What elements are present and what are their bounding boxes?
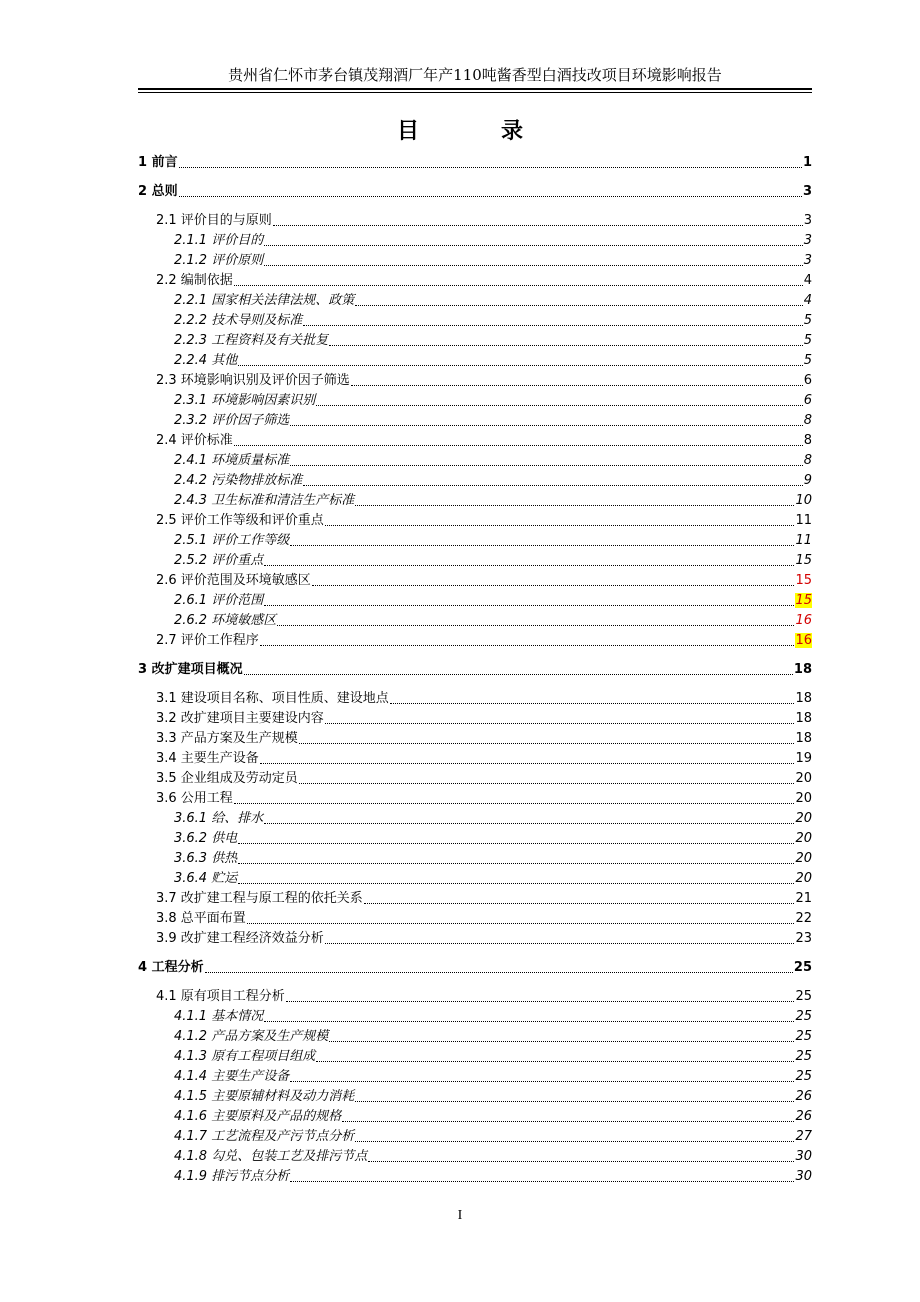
toc-entry-label: 2 总则 [138, 184, 178, 199]
toc-entry-label: 3.6.3 供热 [174, 851, 238, 866]
toc-dot-leader [179, 166, 802, 168]
toc-dot-leader [264, 264, 803, 266]
toc-entry-label: 2.5.2 评价重点 [174, 553, 264, 568]
toc-entry-label: 3.5 企业组成及劳动定员 [156, 771, 298, 786]
toc-dot-leader [290, 544, 794, 546]
toc-dot-leader [290, 1080, 794, 1082]
toc-entry-level-2[interactable] [138, 726, 812, 746]
toc-entry-page-number: 5 [803, 353, 812, 368]
toc-entry-page-number: 26 [795, 1109, 812, 1124]
toc-entry-level-2[interactable] [138, 706, 812, 726]
toc-entry-level-3[interactable] [138, 288, 812, 308]
toc-entry-page-number: 16 [795, 613, 812, 628]
toc-heading: 目 录 [396, 119, 553, 144]
toc-entry-label: 2.6 评价范围及环境敏感区 [156, 573, 311, 588]
toc-entry-level-2[interactable] [138, 508, 812, 528]
toc-entry-level-3[interactable] [138, 388, 812, 408]
toc-entry-level-2[interactable] [138, 568, 812, 588]
toc-entry-page-number: 16 [795, 633, 812, 648]
toc-spacer [138, 975, 812, 984]
toc-entry-label: 4.1.6 主要原料及产品的规格 [174, 1109, 342, 1124]
toc-entry-label: 2.4.3 卫生标准和清洁生产标准 [174, 493, 355, 508]
toc-entry-label: 3.6 公用工程 [156, 791, 233, 806]
toc-entry-label: 2.2 编制依据 [156, 273, 233, 288]
toc-entry-level-3[interactable] [138, 548, 812, 568]
toc-entry-level-2[interactable] [138, 428, 812, 448]
toc-entry-level-3[interactable] [138, 348, 812, 368]
toc-entry-page-number: 20 [795, 771, 812, 786]
toc-dot-leader [277, 624, 794, 626]
toc-dot-leader [238, 882, 794, 884]
toc-entry-level-3[interactable] [138, 528, 812, 548]
toc-entry-level-2[interactable] [138, 368, 812, 388]
toc-entry-label: 2.2.2 技术导则及标准 [174, 313, 303, 328]
toc-entry-label: 2.6.2 环境敏感区 [174, 613, 277, 628]
toc-entry-level-3[interactable] [138, 488, 812, 508]
toc-entry-level-2[interactable] [138, 786, 812, 806]
toc-entry-label: 2.4 评价标准 [156, 433, 233, 448]
toc-entry-level-3[interactable] [138, 248, 812, 268]
toc-dot-leader [273, 224, 803, 226]
toc-dot-leader [247, 922, 795, 924]
toc-entry-level-2[interactable] [138, 746, 812, 766]
toc-entry-level-3[interactable] [138, 408, 812, 428]
toc-entry-page-number: 6 [803, 373, 812, 388]
toc-entry-level-3[interactable] [138, 1084, 812, 1104]
toc-entry-label: 4.1.2 产品方案及生产规模 [174, 1029, 329, 1044]
toc-entry-level-3[interactable] [138, 608, 812, 628]
toc-entry-level-3[interactable] [138, 1004, 812, 1024]
toc-entry-level-3[interactable] [138, 1044, 812, 1064]
toc-entry-page-number: 11 [795, 533, 812, 548]
toc-entry-page-number: 22 [795, 911, 812, 926]
toc-dot-leader [316, 1060, 794, 1062]
toc-entry-label: 3 改扩建项目概况 [138, 662, 243, 677]
toc-entry-page-number: 18 [795, 731, 812, 746]
toc-entry-label: 3.6.1 给、排水 [174, 811, 264, 826]
toc-entry-level-3[interactable] [138, 1064, 812, 1084]
toc-entry-page-number: 1 [802, 155, 812, 170]
toc-entry-level-2[interactable] [138, 268, 812, 288]
toc-dot-leader [238, 862, 794, 864]
toc-dot-leader [325, 524, 795, 526]
toc-entry-page-number: 19 [795, 751, 812, 766]
toc-dot-leader [355, 1140, 794, 1142]
toc-entry-level-3[interactable] [138, 866, 812, 886]
toc-dot-leader [264, 564, 794, 566]
toc-entry-page-number: 20 [795, 791, 812, 806]
toc-entry-level-2[interactable] [138, 886, 812, 906]
toc-entry-page-number: 20 [795, 831, 812, 846]
toc-spacer [138, 677, 812, 686]
toc-entry-label: 3.1 建设项目名称、项目性质、建设地点 [156, 691, 389, 706]
toc-entry-level-3[interactable] [138, 1124, 812, 1144]
toc-dot-leader [355, 504, 794, 506]
toc-entry-page-number: 9 [803, 473, 812, 488]
toc-entry-level-2[interactable] [138, 208, 812, 228]
toc-entry-label: 2.1 评价目的与原则 [156, 213, 272, 228]
toc-dot-leader [179, 195, 802, 197]
toc-entry-page-number: 18 [793, 662, 812, 677]
toc-dot-leader [264, 1020, 794, 1022]
toc-dot-leader [316, 404, 803, 406]
toc-entry-page-number: 23 [795, 931, 812, 946]
toc-dot-leader [325, 722, 795, 724]
toc-entry-page-number: 27 [795, 1129, 812, 1144]
toc-entry-label: 3.4 主要生产设备 [156, 751, 259, 766]
header-rule-thick [138, 88, 812, 90]
toc-entry-label: 2.5 评价工作等级和评价重点 [156, 513, 324, 528]
toc-entry-page-number: 15 [795, 573, 812, 588]
toc-dot-leader [290, 424, 803, 426]
toc-entry-level-1[interactable] [138, 955, 812, 975]
toc-entry-level-3[interactable] [138, 1104, 812, 1124]
toc-entry-level-2[interactable] [138, 906, 812, 926]
toc-dot-leader [234, 444, 803, 446]
toc-entry-label: 4.1.5 主要原辅材料及动力消耗 [174, 1089, 355, 1104]
toc-entry-label: 2.2.4 其他 [174, 353, 238, 368]
toc-dot-leader [286, 1000, 795, 1002]
toc-entry-page-number: 26 [795, 1089, 812, 1104]
toc-entry-label: 3.8 总平面布置 [156, 911, 246, 926]
toc-dot-leader [351, 384, 803, 386]
toc-spacer [138, 170, 812, 179]
toc-dot-leader [238, 842, 794, 844]
toc-entry-label: 2.7 评价工作程序 [156, 633, 259, 648]
toc-entry-page-number: 8 [803, 413, 812, 428]
toc-entry-page-number: 21 [795, 891, 812, 906]
toc-entry-label: 3.2 改扩建项目主要建设内容 [156, 711, 324, 726]
toc-dot-leader [390, 702, 795, 704]
toc-entry-level-3[interactable] [138, 468, 812, 488]
toc-entry-page-number: 20 [795, 851, 812, 866]
toc-dot-leader [264, 244, 803, 246]
toc-entry-page-number: 3 [803, 213, 812, 228]
toc-entry-page-number: 25 [795, 1069, 812, 1084]
toc-dot-leader [238, 364, 803, 366]
toc-dot-leader [260, 762, 795, 764]
toc-dot-leader [312, 584, 795, 586]
toc-entry-label: 3.7 改扩建工程与原工程的依托关系 [156, 891, 363, 906]
toc-entry-label: 4.1.1 基本情况 [174, 1009, 264, 1024]
toc-entry-label: 2.3.2 评价因子筛选 [174, 413, 290, 428]
toc-entry-level-3[interactable] [138, 228, 812, 248]
toc-entry-label: 2.3 环境影响识别及评价因子筛选 [156, 373, 350, 388]
toc-entry-page-number: 3 [803, 233, 812, 248]
toc-dot-leader [303, 324, 803, 326]
header-rule-thin [138, 92, 812, 93]
toc-dot-leader [264, 822, 794, 824]
toc-entry-level-3[interactable] [138, 1164, 812, 1184]
toc-dot-leader [205, 971, 793, 973]
toc-entry-page-number: 4 [803, 293, 812, 308]
toc-entry-label: 2.2.3 工程资料及有关批复 [174, 333, 329, 348]
toc-entry-page-number: 18 [795, 691, 812, 706]
toc-entry-label: 2.1.1 评价目的 [174, 233, 264, 248]
toc-entry-page-number: 20 [795, 811, 812, 826]
toc-dot-leader [290, 464, 803, 466]
toc-entry-page-number: 5 [803, 333, 812, 348]
toc-entry-label: 2.6.1 评价范围 [174, 593, 264, 608]
toc-dot-leader [364, 902, 795, 904]
toc-dot-leader [355, 304, 803, 306]
toc-dot-leader [244, 673, 793, 675]
toc-entry-level-1[interactable] [138, 657, 812, 677]
toc-dot-leader [260, 644, 795, 646]
toc-dot-leader [299, 742, 795, 744]
toc-entry-page-number: 10 [795, 493, 812, 508]
toc-entry-label: 2.5.1 评价工作等级 [174, 533, 290, 548]
toc-entry-label: 4.1 原有项目工程分析 [156, 989, 285, 1004]
toc-dot-leader [234, 802, 795, 804]
toc-entry-level-3[interactable] [138, 1144, 812, 1164]
toc-entry-page-number: 11 [795, 513, 812, 528]
page-number: I [457, 1208, 463, 1223]
toc-entry-page-number: 15 [795, 593, 812, 608]
table-of-contents [138, 150, 812, 1184]
toc-entry-level-3[interactable] [138, 448, 812, 468]
toc-entry-page-number: 25 [795, 1009, 812, 1024]
toc-entry-page-number: 30 [795, 1169, 812, 1184]
toc-entry-label: 4.1.7 工艺流程及产污节点分析 [174, 1129, 355, 1144]
toc-entry-page-number: 30 [795, 1149, 812, 1164]
toc-dot-leader [342, 1120, 794, 1122]
toc-dot-leader [234, 284, 803, 286]
toc-entry-label: 3.6.2 供电 [174, 831, 238, 846]
toc-spacer [138, 199, 812, 208]
toc-entry-label: 2.4.2 污染物排放标准 [174, 473, 303, 488]
toc-entry-label: 2.2.1 国家相关法律法规、政策 [174, 293, 355, 308]
toc-entry-label: 4.1.8 勾兑、包装工艺及排污节点 [174, 1149, 368, 1164]
toc-dot-leader [325, 942, 795, 944]
toc-entry-level-3[interactable] [138, 588, 812, 608]
toc-dot-leader [329, 344, 803, 346]
toc-entry-level-2[interactable] [138, 926, 812, 946]
page-header-title: 贵州省仁怀市茅台镇茂翔酒厂年产110吨酱香型白酒技改项目环境影响报告 [228, 66, 722, 84]
toc-entry-label: 4.1.3 原有工程项目组成 [174, 1049, 316, 1064]
toc-entry-level-3[interactable] [138, 308, 812, 328]
toc-entry-level-3[interactable] [138, 826, 812, 846]
toc-entry-page-number: 3 [802, 184, 812, 199]
toc-dot-leader [355, 1100, 794, 1102]
toc-entry-level-3[interactable] [138, 1024, 812, 1044]
toc-entry-page-number: 8 [803, 453, 812, 468]
toc-entry-level-1[interactable] [138, 150, 812, 170]
toc-entry-level-3[interactable] [138, 328, 812, 348]
toc-entry-label: 3.6.4 贮运 [174, 871, 238, 886]
toc-dot-leader [329, 1040, 794, 1042]
toc-entry-label: 4 工程分析 [138, 960, 204, 975]
toc-entry-label: 2.4.1 环境质量标准 [174, 453, 290, 468]
toc-entry-page-number: 20 [795, 871, 812, 886]
toc-entry-label: 1 前言 [138, 155, 178, 170]
toc-dot-leader [299, 782, 795, 784]
toc-entry-label: 4.1.9 排污节点分析 [174, 1169, 290, 1184]
toc-entry-page-number: 18 [795, 711, 812, 726]
toc-entry-level-2[interactable] [138, 766, 812, 786]
toc-entry-page-number: 25 [793, 960, 812, 975]
toc-entry-page-number: 25 [795, 989, 812, 1004]
toc-entry-level-2[interactable] [138, 686, 812, 706]
toc-entry-page-number: 25 [795, 1029, 812, 1044]
toc-entry-page-number: 4 [803, 273, 812, 288]
toc-dot-leader [368, 1160, 794, 1162]
toc-entry-level-2[interactable] [138, 628, 812, 648]
toc-entry-label: 3.9 改扩建工程经济效益分析 [156, 931, 324, 946]
toc-entry-page-number: 6 [803, 393, 812, 408]
toc-entry-level-1[interactable] [138, 179, 812, 199]
toc-dot-leader [290, 1180, 794, 1182]
toc-dot-leader [303, 484, 803, 486]
toc-entry-level-3[interactable] [138, 806, 812, 826]
toc-entry-page-number: 15 [795, 553, 812, 568]
toc-entry-page-number: 8 [803, 433, 812, 448]
toc-entry-label: 2.3.1 环境影响因素识别 [174, 393, 316, 408]
toc-dot-leader [264, 604, 794, 606]
toc-entry-label: 2.1.2 评价原则 [174, 253, 264, 268]
toc-spacer [138, 946, 812, 955]
toc-entry-label: 4.1.4 主要生产设备 [174, 1069, 290, 1084]
toc-entry-level-2[interactable] [138, 984, 812, 1004]
toc-entry-label: 3.3 产品方案及生产规模 [156, 731, 298, 746]
toc-entry-level-3[interactable] [138, 846, 812, 866]
toc-spacer [138, 648, 812, 657]
toc-entry-page-number: 25 [795, 1049, 812, 1064]
toc-entry-page-number: 5 [803, 313, 812, 328]
toc-entry-page-number: 3 [803, 253, 812, 268]
